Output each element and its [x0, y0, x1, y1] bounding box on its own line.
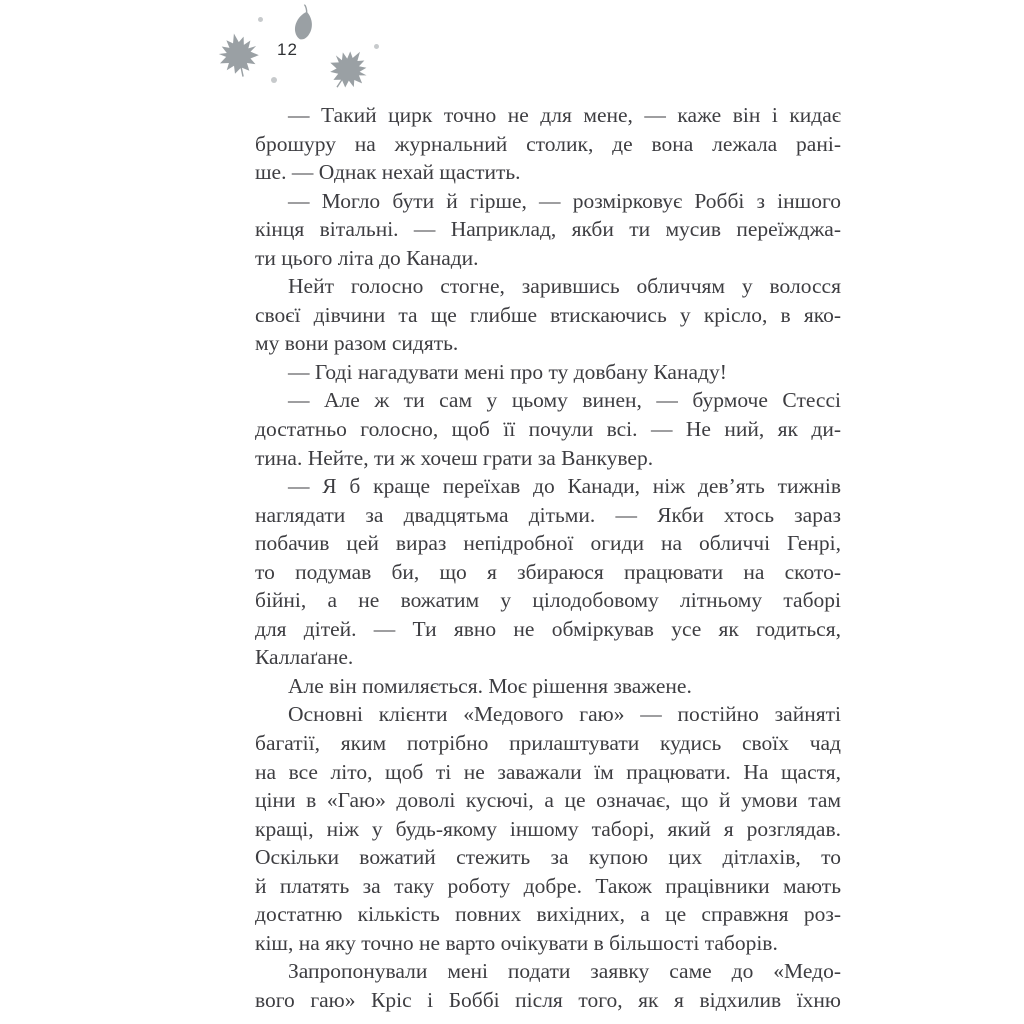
text-line: — Але ж ти сам у цьому винен, — бурмоче Стессі	[288, 388, 841, 413]
text-line: тина. Нейте, ти ж хочеш грати за Ванкувер.	[255, 445, 654, 470]
text-line: Оскільки вожатий стежить за купою цих дітлахів, то	[255, 845, 841, 870]
text-line: Запропонували мені подати заявку саме до «Медо-	[288, 959, 841, 984]
page-number: 12	[277, 40, 298, 59]
text-line: — Годі нагадувати мені про ту довбану Канаду!	[288, 359, 727, 384]
dot-ornament-icon	[258, 17, 263, 22]
dot-ornament-icon	[271, 77, 277, 83]
paragraph	[255, 101, 841, 187]
text-line: — Я б краще переїхав до Канади, ніж дев’ять тижнів	[288, 474, 841, 499]
text-line: Але він помиляється. Моє рішення зважене.	[288, 673, 692, 698]
text-line: Нейт голосно стогне, зарившись обличчям у волосся	[288, 274, 841, 299]
text-line: ше. — Однак нехай щастить.	[255, 160, 521, 185]
text-line: — Могло бути й гірше, — розмірковує Роббі з іншого	[288, 188, 841, 213]
text-line: — Такий цирк точно не для мене, — каже він і кидає	[288, 103, 841, 127]
text-line: Каллаґане.	[255, 645, 354, 670]
teardrop-leaf-icon	[284, 2, 324, 45]
page-header	[0, 0, 1024, 100]
paragraph	[255, 386, 841, 472]
maple-leaf-icon	[317, 38, 379, 100]
text-line: брошуру на журнальний столик, де вона лежала рані-	[255, 131, 841, 156]
paragraph	[255, 700, 841, 957]
text-line: достатньо голосно, щоб її почули всі. — Не ний, як ди-	[255, 417, 841, 442]
maple-leaf-icon	[211, 27, 267, 84]
text-line: ціни в «Гаю» доволі кусючі, а це означає, що й умови там	[255, 788, 841, 813]
text-line: му вони разом сидять.	[255, 331, 459, 356]
paragraph	[255, 358, 841, 387]
text-line: Основні клієнти «Медового гаю» — постійно зайняті	[288, 702, 841, 727]
paragraph	[255, 472, 841, 672]
paragraph	[255, 672, 841, 701]
paragraph	[255, 187, 841, 273]
text-line: багатії, яким потрібно прилаштувати кудись своїх чад	[255, 731, 841, 756]
body-text	[255, 101, 841, 1015]
dot-ornament-icon	[374, 44, 379, 49]
text-line: й платять за таку роботу добре. Також працівники мають	[255, 873, 841, 898]
text-line: наглядати за двадцятьма дітьми. — Якби хтось зараз	[255, 502, 841, 527]
text-line: кращі, ніж у будь-якому іншому таборі, який я розглядав.	[255, 816, 841, 841]
text-line: побачив цей вираз непідробної огиди на обличчі Генрі,	[255, 531, 841, 556]
text-line: ти цього літа до Канади.	[255, 245, 479, 270]
text-line: кінця вітальні. — Наприклад, якби ти мусив переїжджа-	[255, 217, 841, 242]
text-line: своєї дівчини та ще глибше втискаючись у крісло, в яко-	[255, 302, 841, 327]
text-line: то подумав би, що я збираюся працювати на ското-	[255, 559, 841, 584]
text-line: бійні, а не вожатим у цілодобовому літньому таборі	[255, 588, 841, 613]
text-line: кіш, на яку точно не варто очікувати в більшості таборів.	[255, 930, 778, 955]
text-line: на все літо, щоб ті не заважали їм працювати. На щастя,	[255, 759, 841, 784]
paragraph	[255, 272, 841, 358]
text-line: вого гаю» Кріс і Боббі після того, як я відхилив їхню	[255, 987, 841, 1012]
text-line: достатню кількість повних вихідних, а це справжня роз-	[255, 902, 841, 927]
paragraph	[255, 957, 841, 1014]
text-line: для дітей. — Ти явно не обміркував усе як годиться,	[255, 616, 841, 641]
